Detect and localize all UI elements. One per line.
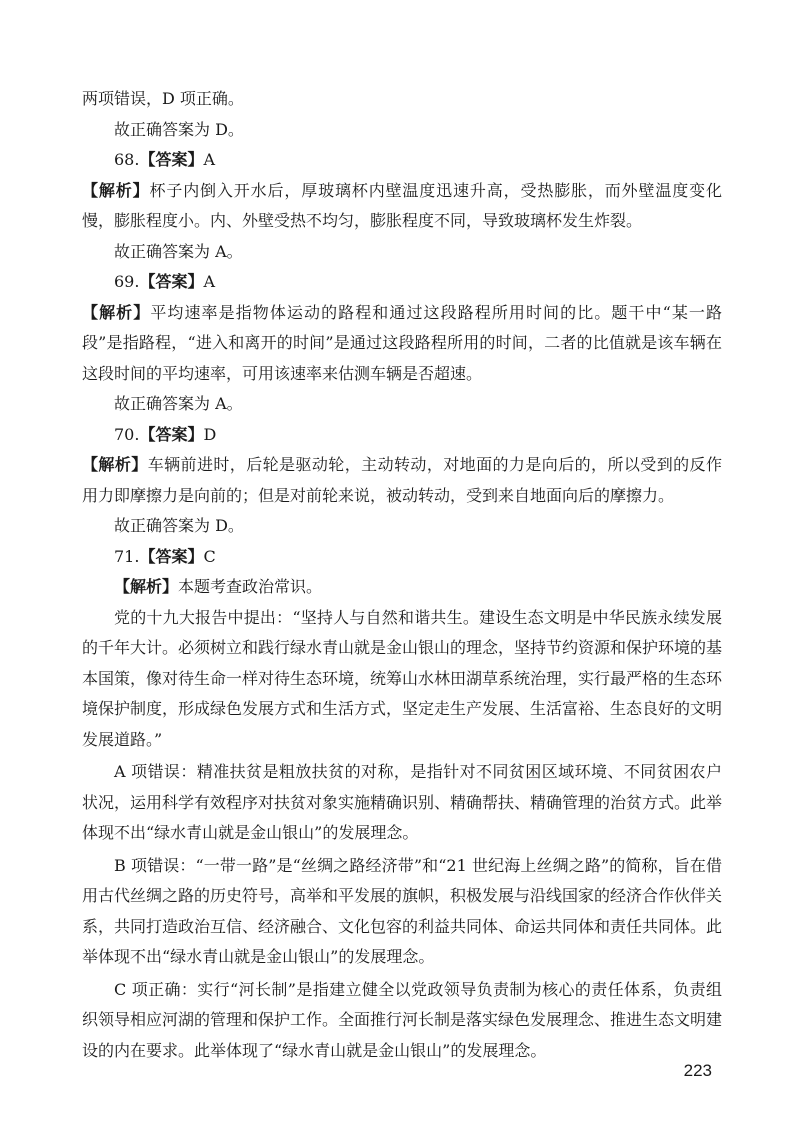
report-quote: 党的十九大报告中提出：“坚持人与自然和谐共生。建设生态文明是中华民族永续发展的千年大计。必须树立和践行绿水青山就是金山银山的理念，坚持节约资源和保护环境的基本国策，像对待生命一样对待生态环境，统筹山水林田湖草系统治理，实行最严格的生态环境保护制度，形成绿色发展方式和生活方式，坚定走生产发展、生活富裕、生态良好的文明发展道路。” [82,607,723,749]
option-b-analysis: B 项错误：“一带一路”是“丝绸之路经济带”和“21 世纪海上丝绸之路”的简称，旨在借用古代丝绸之路的历史符号，高举和平发展的旗帜，积极发展与沿线国家的经济合作伙伴关系，共同打造政治互信、经济融合、文化包容的利益共同体、命运共同体和责任共同体。此举体现不出“绿水青山就是金山银山”的发展理念。 [82,855,723,966]
answer-value: A [203,272,216,291]
question-number: 68. [114,150,140,169]
conclusion-70: 故正确答案为 D。 [114,516,244,535]
question-number: 69. [114,272,140,291]
answer-tag: 【答案】 [139,546,204,566]
explanation-text: 本题考查政治常识。 [178,577,323,596]
explanation-tag: 【解析】 [82,455,148,474]
answer-value: D [203,424,217,444]
answer-71 [82,542,722,573]
explanation-tag: 【解析】 [114,577,179,596]
answer-value: A [203,150,216,169]
answer-68 [82,145,722,176]
explanation-70 [82,450,722,511]
conclusion-69: 故正确答案为 A。 [114,394,243,413]
answer-tag: 【答案】 [139,272,204,291]
explanation-text: 车辆前进时，后轮是驱动轮，主动转动，对地面的力是向后的，所以受到的反作用力即摩擦力是向前的；但是对前轮来说，被动转动，受到来自地面向后的摩擦力。 [82,455,722,505]
explanation-text: 平均速率是指物体运动的路程和通过这段路程所用时间的比。题干中“某一路段”是指路程，“进入和离开的时间”是通过这段路程所用的时间，二者的比值就是该车辆在这段时间的平均速率，可用该速率来估测车辆是否超速。 [82,302,722,383]
question-number: 70. [114,424,140,444]
page-content [82,84,722,1066]
explanation-71 [82,572,722,603]
answer-70 [82,420,722,451]
answer-69 [82,267,722,298]
explanation-text: 杯子内倒入开水后，厚玻璃杯内壁温度迅速升高，受热膨胀，而外壁温度变化慢，膨胀程度小。内、外壁受热不均匀，膨胀程度不同，导致玻璃杯发生炸裂。 [82,180,722,230]
explanation-tag: 【解析】 [82,180,150,200]
explanation-69 [82,298,722,390]
answer-value: C [203,546,216,566]
option-c-analysis: C 项正确：实行“河长制”是指建立健全以党政领导负责制为核心的责任体系，负责组织领导相应河湖的管理和保护工作。全面推行河长制是落实绿色发展理念、推进生态文明建设的内在要求。此举体现了“绿水青山就是金山银山”的发展理念。 [82,979,723,1060]
explanation-68 [82,176,722,237]
answer-tag: 【答案】 [139,424,204,444]
option-a-analysis: A 项错误：精准扶贫是粗放扶贫的对称，是指针对不同贫困区域环境、不同贫困农户状况，运用科学有效程序对扶贫对象实施精确识别、精确帮扶、精确管理的治贫方式。此举体现不出“绿水青山就是金山银山”的发展理念。 [82,762,723,842]
conclusion-68: 故正确答案为 A。 [114,241,243,261]
answer-tag: 【答案】 [139,150,204,169]
conclusion-line: 故正确答案为 D。 [114,119,244,139]
page-number: 223 [683,1061,712,1080]
question-number: 71. [114,546,140,566]
explanation-tag: 【解析】 [82,302,151,322]
paragraph: 两项错误，D 项正确。 [82,89,244,108]
